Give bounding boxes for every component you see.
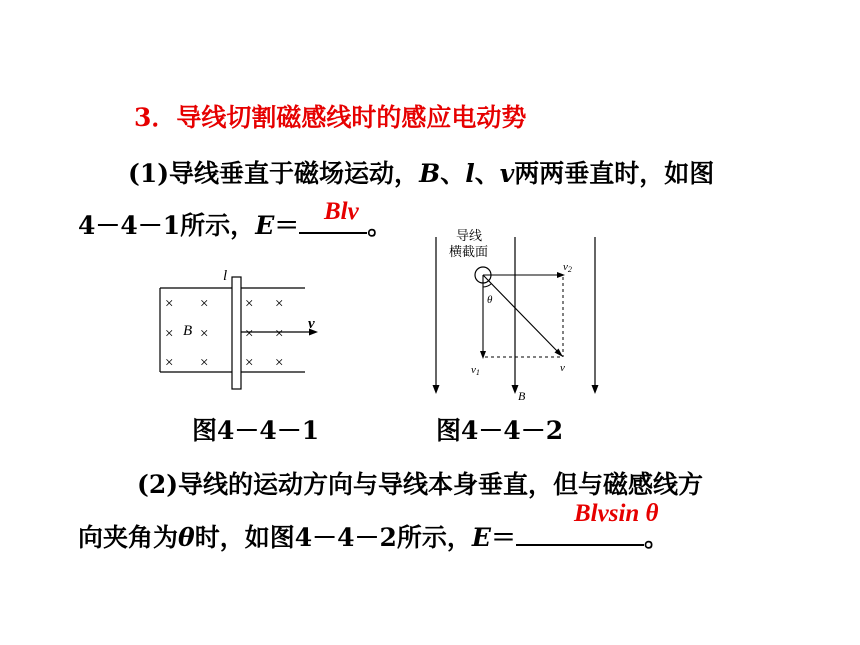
cross-mark: × bbox=[275, 355, 284, 371]
figure-4-4-2 bbox=[425, 225, 610, 405]
theta-arc bbox=[483, 284, 492, 288]
conductor-bar bbox=[232, 277, 241, 389]
sep: 、 bbox=[474, 159, 500, 188]
field-arrowhead bbox=[592, 385, 599, 394]
section-heading: 3．导线切割磁感线时的感应电动势 bbox=[134, 103, 527, 132]
v1-arrowhead bbox=[480, 351, 486, 359]
cross-mark: × bbox=[200, 296, 209, 312]
label-v2 bbox=[563, 261, 572, 274]
var-v: v bbox=[499, 159, 515, 188]
figure-4-4-1 bbox=[150, 265, 330, 395]
var-theta: θ bbox=[178, 523, 195, 552]
equals: ＝ bbox=[490, 523, 516, 552]
v2-subscript: 2 bbox=[567, 265, 572, 274]
sep: 、 bbox=[440, 159, 466, 188]
cross-mark: × bbox=[165, 296, 174, 312]
cross-mark: × bbox=[200, 326, 209, 342]
var-E: E bbox=[471, 523, 491, 552]
v2-symbol: v bbox=[563, 261, 568, 273]
var-E: E bbox=[255, 211, 275, 240]
para1-text-c: 4－4－1所示， bbox=[78, 211, 256, 240]
cross-mark: × bbox=[245, 355, 254, 371]
cross-mark: × bbox=[245, 326, 254, 342]
label-B: B bbox=[183, 323, 193, 339]
label-l: l bbox=[223, 268, 228, 284]
para2-line1: (2)导线的运动方向与导线本身垂直，但与磁感线方 bbox=[137, 470, 704, 499]
para2-text-a: 向夹角为 bbox=[78, 523, 179, 552]
cross-mark: × bbox=[200, 355, 209, 371]
label-theta: θ bbox=[487, 294, 493, 306]
figure-1-caption: 图4－4－1 bbox=[192, 416, 320, 445]
label-B: B bbox=[518, 389, 526, 403]
cross-mark: × bbox=[165, 355, 174, 371]
v-arrow bbox=[483, 275, 559, 353]
period: 。 bbox=[367, 211, 393, 240]
cross-mark: × bbox=[275, 326, 284, 342]
label-wire: 导线 bbox=[456, 228, 483, 243]
figure-2-caption: 图4－4－2 bbox=[436, 416, 564, 445]
answer-1: Blv bbox=[324, 198, 359, 225]
field-arrowhead bbox=[433, 385, 440, 394]
var-B: B bbox=[419, 159, 441, 188]
var-l: l bbox=[465, 159, 475, 188]
label-cross-section: 横截面 bbox=[449, 244, 489, 259]
para2-text-b: 时，如图4－4－2所示， bbox=[194, 523, 472, 552]
label-v: v bbox=[308, 316, 315, 332]
cross-mark: × bbox=[275, 296, 284, 312]
label-v1 bbox=[471, 364, 480, 377]
para1-line1 bbox=[128, 154, 714, 190]
period: 。 bbox=[643, 523, 669, 552]
label-v: v bbox=[560, 362, 565, 374]
cross-mark: × bbox=[245, 296, 254, 312]
answer-2: Blvsin θ bbox=[574, 500, 659, 527]
v1-subscript: 1 bbox=[475, 368, 480, 377]
para1-text-b: 两两垂直时，如图 bbox=[514, 159, 715, 188]
v1-symbol: v bbox=[471, 364, 476, 376]
equals: ＝ bbox=[274, 211, 300, 240]
para1-text-a: (1)导线垂直于磁场运动， bbox=[128, 159, 420, 188]
cross-mark: × bbox=[165, 326, 174, 342]
